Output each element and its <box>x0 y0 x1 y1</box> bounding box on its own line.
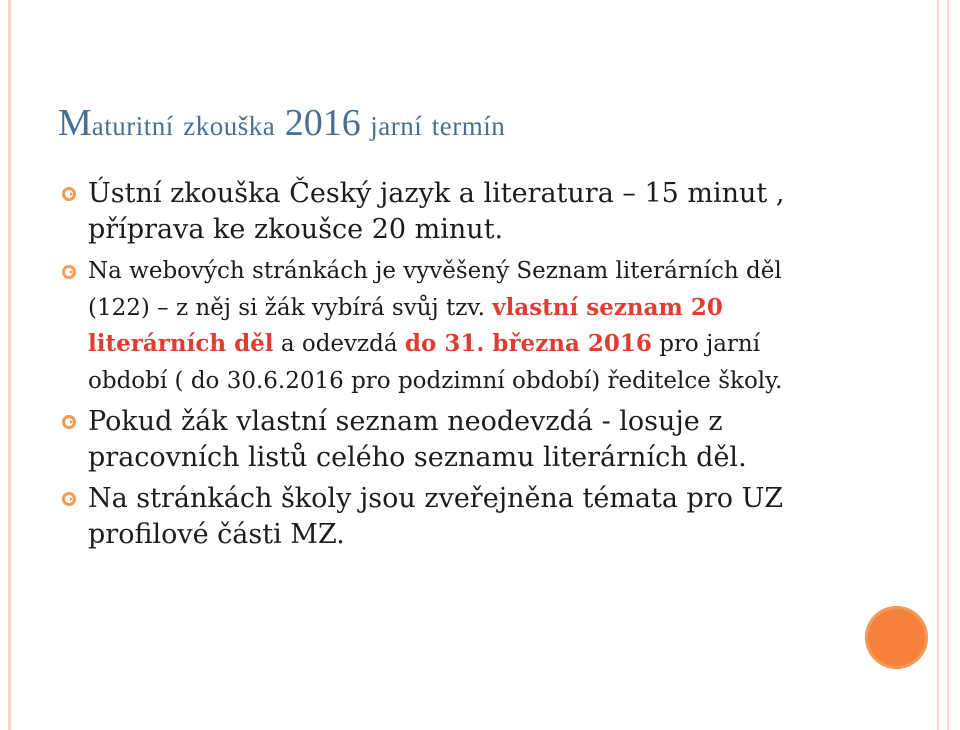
bullet-text-part: pro jarní období ( do 30.6.2016 pro podzimní období) ředitelce školy. <box>88 331 783 394</box>
bullet-marker-icon <box>62 415 76 429</box>
bullet-item <box>58 404 803 476</box>
bullet-text: Ústní zkouška Český jazyk a literatura – 15 minut , příprava ke zkoušce 20 minut. <box>88 178 785 245</box>
slide-title <box>58 104 505 142</box>
title-word2: zkouška <box>183 111 276 141</box>
title-word4: termín <box>431 111 506 141</box>
slide-frame-left <box>8 0 11 730</box>
highlight-deadline: do 31. března 2016 <box>404 330 652 357</box>
accent-circle <box>865 606 928 669</box>
bullet-text: Pokud žák vlastní seznam neodevzdá - losuje z pracovních listů celého seznamu literárních děl. <box>88 406 747 473</box>
title-first-rest: aturitní <box>91 111 174 141</box>
slide-frame-right <box>937 0 949 730</box>
bullet-text: Na stránkách školy jsou zveřejněna témata pro UZ profilové části MZ. <box>88 483 784 550</box>
bullet-text <box>88 253 803 399</box>
bullet-marker-icon <box>62 265 76 279</box>
bullet-text-part: a odevzdá <box>273 331 405 357</box>
bullet-marker-icon <box>62 492 76 506</box>
bullet-marker-icon <box>62 187 76 201</box>
title-year: 2016 <box>284 102 361 144</box>
title-word3: jarní <box>370 111 423 141</box>
bullet-item <box>58 253 803 399</box>
title-first-cap: M <box>58 102 92 144</box>
bullet-list <box>58 176 803 558</box>
bullet-text-part: Na webových stránkách je vyvěšený Seznam literárních děl (122) – z něj si žák vybírá svůj tzv. <box>88 258 782 321</box>
bullet-item <box>58 481 803 553</box>
bullet-item <box>58 176 803 248</box>
highlight-own-list: vlastní seznam 20 literárních děl <box>88 293 723 357</box>
